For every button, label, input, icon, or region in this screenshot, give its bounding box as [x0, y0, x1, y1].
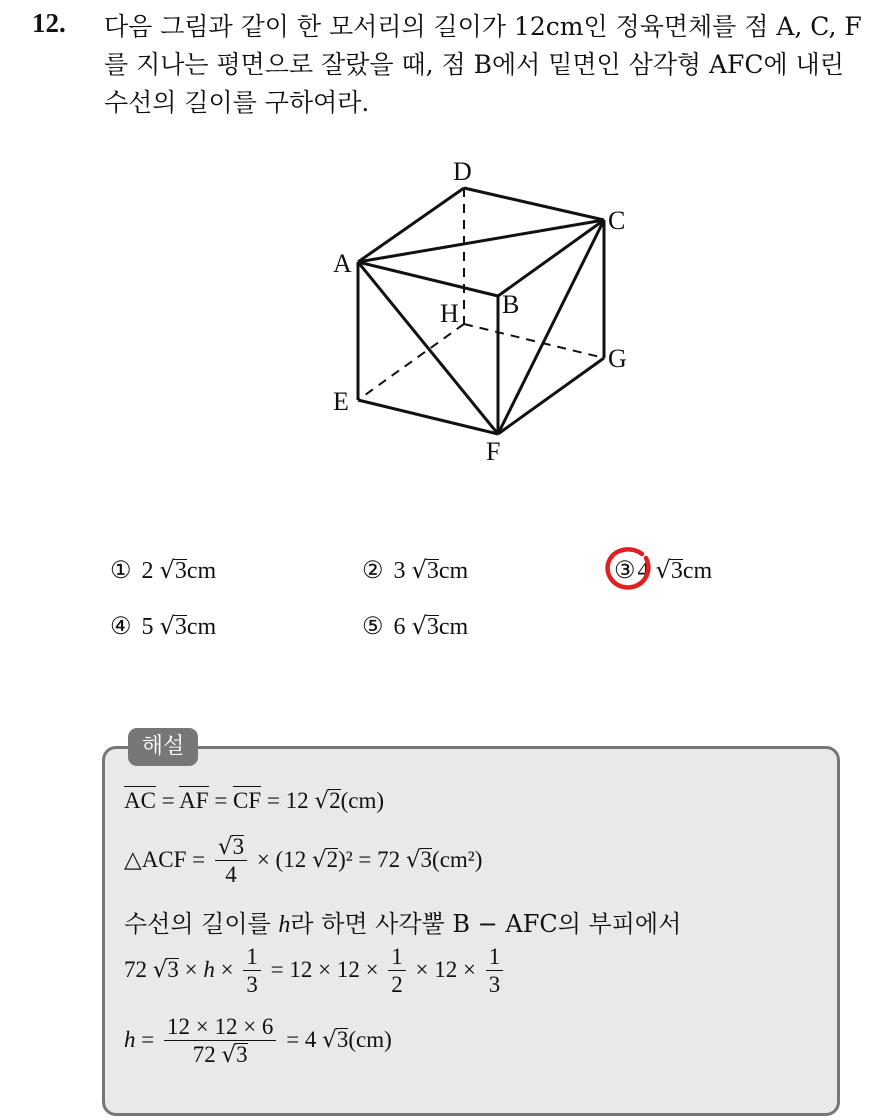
- choice-5[interactable]: ⑤ 6 √3cm: [362, 612, 469, 640]
- choice-number: ①: [110, 558, 132, 584]
- label-A: A: [333, 249, 352, 278]
- cube-figure: [320, 150, 650, 470]
- choice-4[interactable]: ④ 5 √3cm: [110, 612, 217, 640]
- answer-circle-mark: [602, 546, 656, 594]
- label-C: C: [608, 206, 626, 235]
- diagonal-AC: [358, 220, 604, 262]
- solution-line-4: 72 √3 × h × $\frac{1}{3}$ = 12 × 12 × $\frac{1}{2}$ × 12 × $\frac{1}{3}$: [124, 944, 507, 999]
- label-H: H: [440, 299, 459, 328]
- diagonal-AF: [358, 262, 498, 434]
- choice-number: ④: [110, 614, 132, 640]
- label-B: B: [502, 290, 520, 319]
- choice-number: ⑤: [362, 614, 384, 640]
- edge-BC: [498, 220, 604, 296]
- edge-FG: [498, 358, 604, 434]
- edge-AD: [358, 188, 464, 262]
- solution-line-2: △ACF = $\frac{√3}{4}$ × (12 √2)² = 72 √3(cm²): [124, 834, 483, 887]
- question-line-3: 수선의 길이를 구하여라.: [104, 88, 370, 117]
- solution-tag: 해설: [128, 728, 198, 766]
- choice-2[interactable]: ② 3 √3cm: [362, 556, 469, 584]
- hidden-edge-HG: [464, 324, 604, 358]
- solution-line-5: h = $\frac{12 \times 12 \times 6}{72 √3}$ = 4 √3(cm): [124, 1014, 392, 1068]
- choice-3[interactable]: ③4 √3cm: [614, 556, 713, 584]
- label-D: D: [453, 157, 472, 186]
- solution-line-1: AC = AF = CF = 12 √2(cm): [124, 788, 384, 814]
- choice-number: ③: [614, 558, 636, 584]
- edge-DC: [464, 188, 604, 220]
- choice-number: ②: [362, 558, 384, 584]
- label-G: G: [608, 344, 627, 373]
- choice-1[interactable]: ① 2 √3cm: [110, 556, 217, 584]
- edge-EF: [358, 400, 498, 434]
- hidden-edge-HE: [358, 324, 464, 400]
- question-number: 12.: [32, 8, 66, 38]
- solution-line-3: 수선의 길이를 h라 하면 사각뿔 B − AFC의 부피에서: [124, 910, 682, 938]
- question-text: [104, 8, 874, 122]
- question-line-2: 를 지나는 평면으로 잘랐을 때, 점 B에서 밑면인 삼각형 AFC에 내린: [104, 50, 844, 79]
- diagonal-CF: [498, 220, 604, 434]
- label-F: F: [486, 437, 501, 466]
- label-E: E: [333, 387, 349, 416]
- question-line-1: 다음 그림과 같이 한 모서리의 길이가 12cm인 정육면체를 점 A, C, F: [104, 12, 862, 41]
- edge-AB: [358, 262, 498, 296]
